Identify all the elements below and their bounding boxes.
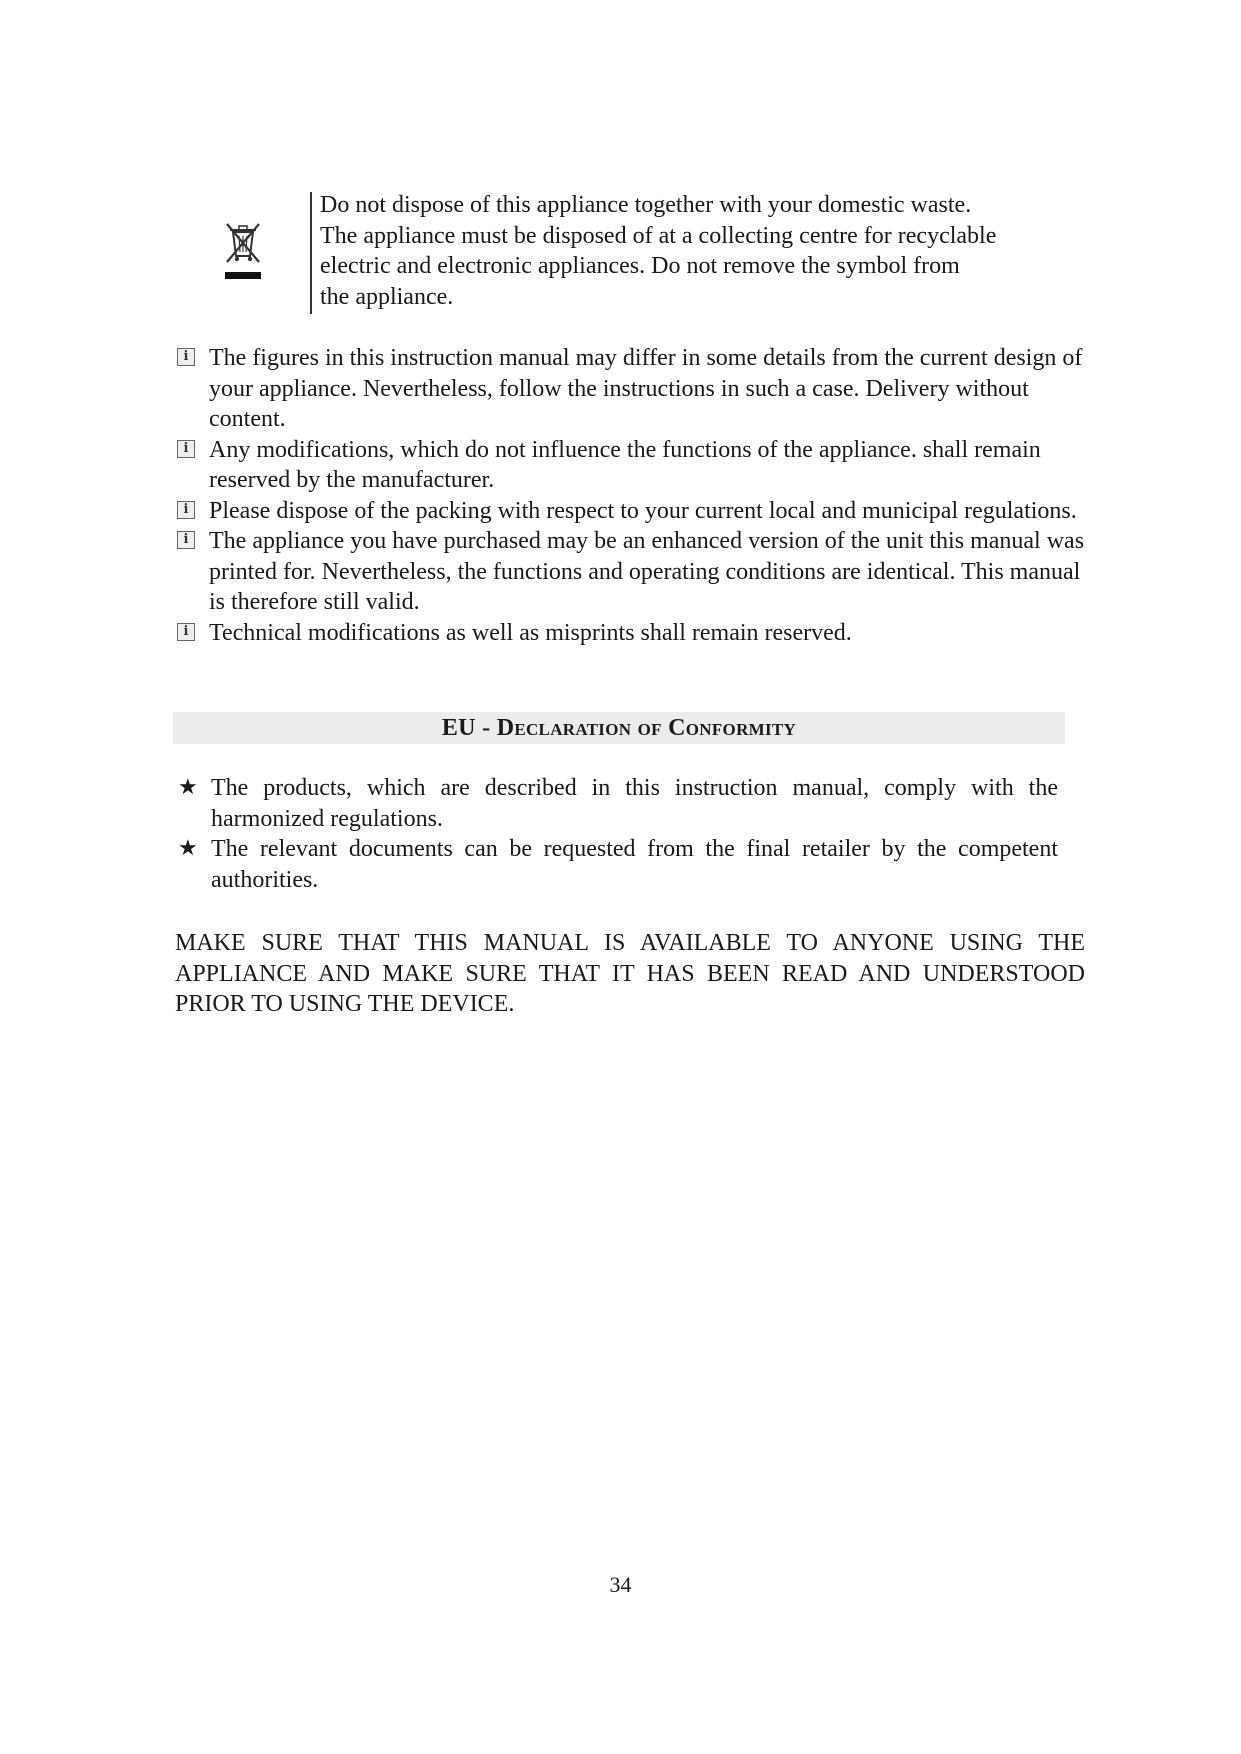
disposal-line: electric and electronic appliances. Do not remove the symbol from — [320, 253, 960, 279]
eu-declaration-heading: EU - Declaration of Conformity — [173, 712, 1065, 744]
info-note — [175, 435, 1095, 496]
disposal-line: The appliance must be disposed of at a collecting centre for recyclable — [320, 222, 997, 249]
info-note — [175, 343, 1095, 435]
info-icon: i — [177, 440, 195, 458]
star-bullet-icon: ★ — [178, 775, 198, 800]
page-number: 34 — [609, 1572, 632, 1597]
info-notes-list — [175, 343, 1095, 648]
info-note-text: The figures in this instruction manual may differ in some details from the current design of your appliance. Nevertheless, follow the instructions in such a case. Delivery without content. — [209, 345, 1083, 432]
info-note — [175, 618, 1095, 649]
conformity-text: The relevant documents can be requested from the final retailer by the competent authorities. — [211, 836, 1058, 893]
manual-availability-warning: MAKE SURE THAT THIS MANUAL IS AVAILABLE TO ANYONE USING THE APPLIANCE AND MAKE SURE THAT IT HAS BEEN READ AND UNDERSTOOD PRIOR TO USING THE DEVICE. — [175, 930, 1085, 1017]
conformity-item — [178, 834, 1058, 895]
disposal-text — [320, 190, 1080, 312]
disposal-line: Do not dispose of this appliance together with your domestic waste. — [320, 192, 972, 218]
weee-crossed-bin-icon — [222, 220, 264, 282]
info-note-text: Any modifications, which do not influence the functions of the appliance. shall remain reserved by the manufacturer. — [209, 436, 1041, 493]
disposal-notice — [200, 190, 1080, 315]
info-icon: i — [177, 348, 195, 366]
star-bullet-icon: ★ — [178, 836, 198, 861]
disposal-divider — [310, 192, 312, 314]
info-icon: i — [177, 531, 195, 549]
conformity-item — [178, 773, 1058, 834]
info-note-text: Please dispose of the packing with respect to your current local and municipal regulations. — [209, 497, 1077, 524]
info-note-text: The appliance you have purchased may be an enhanced version of the unit this manual was printed for. Nevertheless, the functions and operating conditions are identical. This manual is therefore still valid. — [209, 528, 1085, 615]
info-note — [175, 526, 1095, 618]
info-note-text: Technical modifications as well as misprints shall remain reserved. — [209, 619, 852, 646]
disposal-line: the appliance. — [320, 283, 454, 310]
info-note — [175, 496, 1095, 527]
info-icon: i — [177, 501, 195, 519]
conformity-list — [178, 773, 1058, 895]
conformity-text: The products, which are described in this instruction manual, comply with the harmonized regulations. — [211, 775, 1058, 832]
info-icon: i — [177, 623, 195, 641]
